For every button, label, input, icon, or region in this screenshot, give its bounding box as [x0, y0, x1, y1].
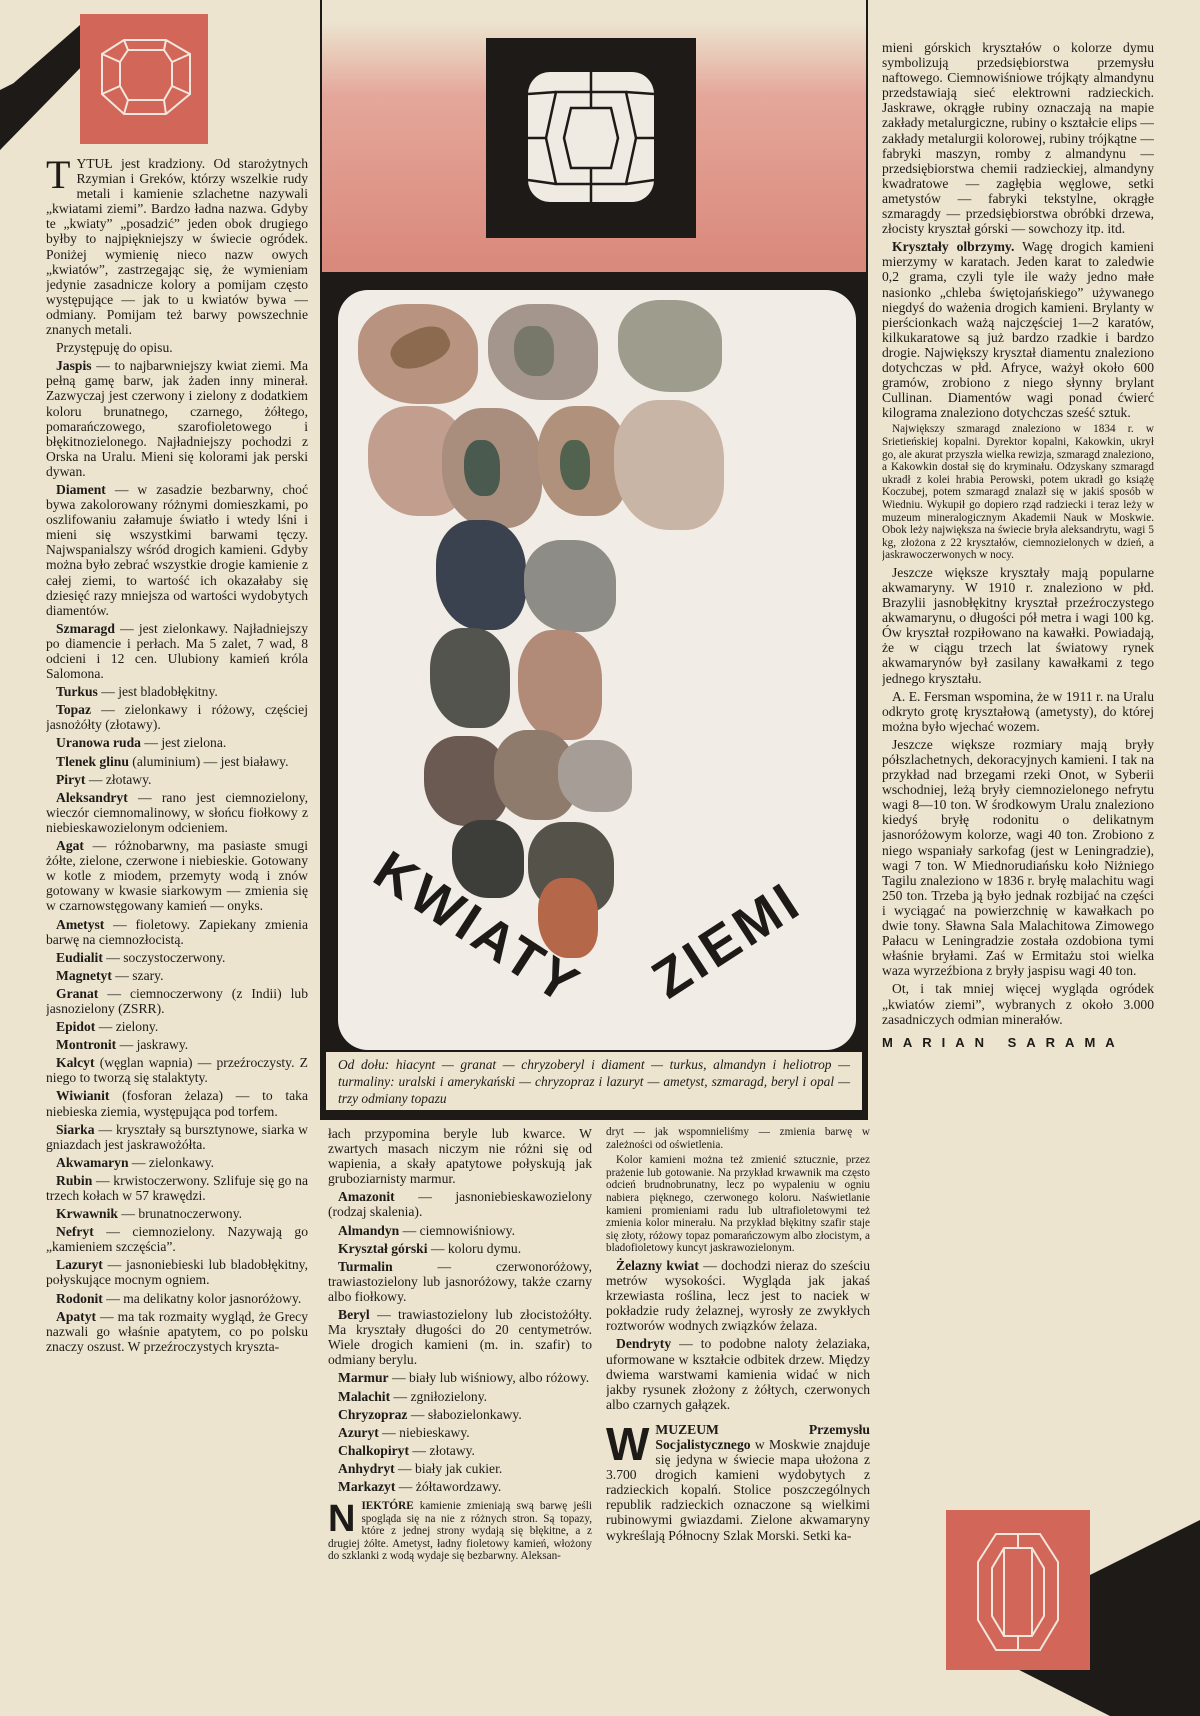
museum-lead: MUZEUM Przemysłu Socjalistycznego — [655, 1421, 870, 1452]
mineral-name: Wiwianit — [56, 1088, 110, 1104]
mineral-name: Granat — [56, 985, 99, 1001]
col1-entry — [46, 1037, 308, 1052]
col2-entry — [328, 1189, 592, 1219]
entry-text: — różnobarwny, ma pasiaste smugi żółte, zielone, czerwone i niebieskie. Gotowany w kotle z miodem, przemyty wodą i znów gotowany w kwasie siarkowym — zmienia się w czarnowstęgowany kamień — onyks. — [46, 838, 308, 914]
entry-text: Przystępuję do opisu. — [56, 340, 173, 356]
mineral-name: Almandyn — [338, 1222, 400, 1238]
col1-entry — [46, 772, 308, 787]
col4-entry — [882, 689, 1154, 734]
col4-entry — [882, 239, 1154, 420]
mineral-name: Jaspis — [56, 358, 92, 374]
entry-text: Kolor kamieni można też zmienić sztucznie, przez prażenie lub gotowanie. Na przykład krwawnik ma często odcień brudnobrunatny, lecz po wypaleniu w ogniu nabiera pięknego, czerwonego koloru. Naświetlanie kamieni promieniami radu lub ultrafioletowymi też zmienia kolor minerału. Na przykład błękitny szafir staje się złoty, różowy topaz pomarańczowym albo złocistym, a bladofioletowy kuncyt jaskrawozielonym. — [606, 1154, 870, 1255]
entry-text: Największy szmaragd znaleziono w 1834 r. w Srietieńskiej kopalni. Dyrektor kopalni, Kakowkin, ukrył go, ale akurat przyszła wielka rewizja, szmaragd znaleziono, a Kakowkin dostał się do kryminału. Odzyskany szmaragd ukradł z kolei hrabia Perowski, potem ukradł go książę Koczubej, potem szmaragd znalazł się w jakiś sposób w Wiedniu. Wykupił go dopiero rząd radziecki i teraz leży w muzeum mineralogicznym Akademii Nauk w Moskwie. Obok leży największa na świecie bryła aleksandrytu, wagi 5 kg, złożona z 22 kryształów, ciemnozielonych w dzień, a jaskrawoczerwonych w nocy. — [882, 423, 1154, 562]
col3-entry — [606, 1126, 870, 1151]
entry-text: — jasnoniebieskawozielony (rodzaj skalenia). — [328, 1189, 592, 1220]
mineral-name: Lazuryt — [56, 1257, 103, 1273]
mineral-name: Kalcyt — [56, 1055, 95, 1071]
entry-text: (fosforan żelaza) — to taka niebieska ziemia, występująca pod torfem. — [46, 1088, 308, 1119]
entry-text: — dochodzi nieraz do sześciu metrów wysokości. Wygląda jak jakaś krzewiasta roślina, lecz jest to naciek w pokładzie rudy żelaznej, wyrosły ze zwykłych roztworów wodnych związków żelaza. — [606, 1257, 870, 1334]
entry-text: — zgniłozielony. — [390, 1388, 488, 1404]
mineral-name: Rodonit — [56, 1290, 103, 1306]
entry-text: Jeszcze większe kryształy mają popularne akwamaryny. W 1910 r. znaleziono w płd. Brazylii jasnobłękitny kryształ przeźroczystego akwamarynu, o długości pół metra i wagi 100 kg. Ów kryształ rozpiłowano na kawałki. Powiadają, że w ciągu trzech lat światowy rynek akwamarynów był zasilany kawałkami z tego jednego kryształu. — [882, 564, 1154, 686]
entry-text: — jest zielonkawy. Najładniejszy po diamencie i perłach. Ma 5 zalet, 7 wad, 8 odcieni i 12 cen. Ulubiony kamień króla Salomona. — [46, 620, 308, 682]
col2-note — [328, 1500, 592, 1563]
mineral-name: Kryształ górski — [338, 1240, 428, 1256]
entry-text: (aluminium) — jest białawy. — [128, 753, 289, 769]
mineral-name: Turkus — [56, 684, 98, 700]
col2-entry — [328, 1126, 592, 1186]
entry-text: — soczystoczerwony. — [102, 949, 226, 965]
col1-entry — [46, 790, 308, 835]
entry-text: — ciemnoczerwony (z Indii) lub jasnozielony (ZSRR). — [46, 985, 308, 1016]
col1-entry — [46, 340, 308, 355]
intro-dropcap: T — [46, 156, 71, 197]
title-right: ZIEMI — [641, 870, 813, 1011]
entry-text: — ma delikatny kolor jasnoróżowy. — [102, 1290, 302, 1306]
col1-entries — [46, 340, 308, 1354]
intro-text: YTUŁ jest kradziony. Od starożytnych Rzymian i Greków, którzy wszelkie rudy metali i kamienie szlachetne nazywali „kwiatami ziemi”. Bardzo ładna nazwa. Gdyby te „kwiaty” „posadzić” jeden obok drugiego byłby to najpiękniejszy w świecie ogródek. Poniżej wymienię nieco nazw owych „kwiatów”, zastrzegając się, że wymieniam jedynie zasadnicze kolory a pomijam często występujące — jak to u kwiatów bywa — odmiany. Pomijam też barwy powszechnie znanych metali. — [46, 156, 308, 338]
entry-text: — czerwonoróżowy, trawiastozielony lub jasnoróżowy, także czarny albo fiołkowy. — [328, 1258, 592, 1304]
entry-text: — jasnoniebieski lub bladobłękitny, połyskujące mocnym ogniem. — [46, 1257, 308, 1288]
col4-entries — [882, 40, 1154, 1027]
col1-entry — [46, 1155, 308, 1170]
entry-text: — zielony. — [95, 1019, 159, 1035]
entry-text: A. E. Fersman wspomina, że w 1911 r. na Uralu odkryto grotę kryształową (ametysty), do której można było wjechać wozem. — [882, 688, 1154, 734]
column-3 — [606, 1126, 870, 1714]
entry-text: — niebieskawy. — [378, 1424, 470, 1440]
entry-text: — biały lub wiśniowy, albo różowy. — [388, 1370, 590, 1386]
entry-text: — ciemnowiśniowy. — [399, 1222, 515, 1238]
title-lettering — [338, 820, 856, 1020]
col2-entries — [328, 1126, 592, 1494]
mineral-name: Rubin — [56, 1172, 93, 1188]
entry-text: — jaskrawy. — [116, 1037, 189, 1053]
entry-text: — to najbarwniejszy kwiat ziemi. Ma pełną gamę barw, jak żaden inny minerał. Zazwyczaj jest czerwony i zielony z dodatkiem koloru brunatnego, czarnego, żółtego, pomarańczowego, szarofioletowego i błękitnozielonego. Najładniejszy pochodzi z Orska na Uralu. Mieni się kolorami jak perski dywan. — [46, 358, 308, 479]
col4-entry — [882, 40, 1154, 236]
col2-entry — [328, 1479, 592, 1494]
col2-entry — [328, 1407, 592, 1422]
mineral-name: Eudialit — [56, 949, 103, 965]
entry-text: dryt — jak wspomnieliśmy — zmienia barwę w zależności od oświetlenia. — [606, 1126, 870, 1151]
cut-gem-icon — [486, 38, 696, 238]
mineral-name: Chalkopiryt — [338, 1442, 410, 1458]
mineral-name: Magnetyt — [56, 967, 112, 983]
col2-entry — [328, 1443, 592, 1458]
gem-hexagon-icon — [80, 14, 208, 144]
entry-text: — brunatnoczerwony. — [117, 1206, 242, 1222]
col1-entry — [46, 1206, 308, 1221]
mineral-name: Żelazny kwiat — [616, 1257, 699, 1273]
col1-entry — [46, 735, 308, 750]
column-4 — [882, 40, 1154, 1480]
entry-text: — jest bladobłękitny. — [97, 684, 218, 700]
col1-entry — [46, 950, 308, 965]
entry-text: — kryształy są bursztynowe, siarka w gniazdach jest jaskrawożółta. — [46, 1121, 308, 1152]
col1-entry — [46, 482, 308, 618]
mineral-name: Diament — [56, 481, 106, 497]
entry-text: — rano jest ciemnozielony, wieczór ciemnomalinowy, w słońcu fiołkowy z niebieskawozielonym odcieniem. — [46, 789, 308, 835]
col4-entry — [882, 737, 1154, 979]
col1-entry — [46, 358, 308, 479]
photo-caption — [324, 1050, 864, 1112]
col1-entry — [46, 1309, 308, 1354]
col1-entry — [46, 838, 308, 913]
mineral-name: Topaz — [56, 702, 92, 718]
col4-entry — [882, 565, 1154, 686]
mineral-name: Dendryty — [616, 1336, 672, 1352]
col2-entry — [328, 1389, 592, 1404]
col3-entry — [606, 1336, 870, 1411]
mineral-name: Nefryt — [56, 1224, 94, 1240]
mineral-name: Beryl — [338, 1307, 370, 1323]
col3-entries — [606, 1126, 870, 1412]
mineral-name: Szmaragd — [56, 620, 115, 636]
mineral-name: Apatyt — [56, 1308, 97, 1324]
mineral-name: Akwamaryn — [56, 1154, 129, 1170]
mineral-name: Piryt — [56, 771, 86, 787]
entry-text: Jeszcze większe rozmiary mają bryły półszlachetnych, dekoracyjnych kamieni. I tak na przykład nad brzegami rzeki Onot, w Syberii wschodniej, leżą bryły ciemnozielonego nefrytu wagi 8—10 ton. W środkowym Uralu znaleziono kiedyś bryłę rodonitu o delikatnym jasnoróżowym kolorze, wagi 40 ton. Zrobiono z niego wspaniały sarkofag (jest w Leningradzie), wagi 7 ton. W Miednorudiańsku koło Niżniego Tagilu znaleziono w 1836 r. bryłę malachitu wagi 250 ton. Trzeba ją było jednak rozbijać na części i wyciągać na powierzchnię w kawałkach po dwie tony. Sławna Sala Malachitowa Zimowego Pałacu w Leningradzie została ozdobiona tymi właśnie bryłami. Zaś w Ermitażu stoi wielka waza wyrzeźbiona z bryły jaspisu wagi 40 ton. — [882, 736, 1154, 979]
note-lead: IEKTÓRE — [361, 1500, 414, 1513]
col3-entry — [606, 1258, 870, 1333]
col1-entry — [46, 1122, 308, 1152]
col1-entry — [46, 702, 308, 732]
mineral-name: Tlenek glinu — [56, 753, 129, 769]
gem-crystal-icon — [946, 1510, 1090, 1670]
mineral-name: Anhydryt — [338, 1460, 395, 1476]
col1-entry — [46, 1291, 308, 1306]
entry-text: — zielonkawy. — [128, 1154, 215, 1170]
col1-entry — [46, 917, 308, 947]
title-left: KWIATY — [363, 839, 592, 1017]
entry-text: — żółtawordzawy. — [395, 1478, 502, 1494]
mineral-name: Epidot — [56, 1019, 96, 1035]
entry-text: — krwistoczerwony. Szlifuje się go na trzech kołach w 57 krawędzi. — [46, 1172, 308, 1203]
entry-text: — ma tak rozmaity wygląd, że Grecy nazwali go właśnie apatytem, co po polsku znaczy oszust. W przeźroczystych kryszta- — [46, 1308, 308, 1354]
entry-text: — ciemnozielony. Nazywają go „kamieniem szczęścia”. — [46, 1224, 308, 1255]
col1-entry — [46, 968, 308, 983]
entry-text: — zielonkawy i różowy, częściej jasnożółty (złotawy). — [46, 702, 308, 733]
mineral-name: Uranowa ruda — [56, 735, 141, 751]
col1-entry — [46, 1224, 308, 1254]
museum-text: w Moskwie znajduje się jedyna w świecie mapa ułożona z 3.700 drogich kamieni wydobytych z radzieckich kopalń. Stolice poszczególnych republik radzieckich oznaczone są wielkimi rubinowymi gwiazdami. Zielone akwamaryny wykreślają Północny Szlak Morski. Setki ka- — [606, 1436, 870, 1543]
col2-entry — [328, 1259, 592, 1304]
col2-entry — [328, 1241, 592, 1256]
entry-text: — złotawy. — [85, 771, 152, 787]
col1-entry — [46, 1088, 308, 1118]
col1-entry — [46, 621, 308, 681]
mineral-name: Azuryt — [338, 1424, 379, 1440]
mineral-name: Turmalin — [338, 1258, 393, 1274]
col1-entry — [46, 1173, 308, 1203]
col1-entry — [46, 1257, 308, 1287]
col2-entry — [328, 1370, 592, 1385]
column-1 — [46, 156, 308, 1714]
col4-entry — [882, 981, 1154, 1026]
entry-text: Wagę drogich kamieni mierzymy w karatach. Jeden karat to zaledwie 0,2 grama, czyli tyle ile waży jedno małe nasionko „chleba świętojańskiego” używanego niegdyś do ważenia drogich kamieni. Brylanty w pierścionkach ważą najczęściej 1—2 karatów, kilkukaratowe są już bardzo rzadkie i bardzo drogie. Największy kryształ diamentu znaleziono dotychczas w płd. Afryce, ważył około 600 gramów, zrobiono z niego słynny brylant Cullinan. Diamentów wagi ponad ćwierć kilograma znaleziono dotychczas sześć sztuk. — [882, 239, 1154, 421]
col2-entry — [328, 1223, 592, 1238]
entry-text: — jest zielona. — [140, 735, 227, 751]
museum-paragraph — [606, 1417, 870, 1543]
entry-text: — koloru dymu. — [427, 1240, 522, 1256]
entry-text: — szary. — [111, 967, 164, 983]
entry-text: mieni górskich kryształów o kolorze dymu symbolizują przedsiębiorstwa przemysłu naftowego. Ciemnowiśniowe trójkąty almandynu przedstawiają sieć elektrowni radzieckich. Jaskrawe, okrągłe rubiny oznaczają na mapie zakłady metalurgiczne, rubiny o kształcie elips — zakłady metalurgii kolorowej, rubiny trójkątne — fabryki maszyn, romby z almandynu — przedsiębiorstwa chemii radzieckiej, almandyny kwadratowe — zagłębia węglowe, setki ametystów — fabryki tekstylne, okrągłe szmaragdy — przedsiębiorstwa obróbki drzewa, złocisty kryształ górski — sowchozy itp. itd. — [882, 40, 1154, 237]
entry-text: Ot, i tak mniej więcej wygląda ogródek „kwiatów ziemi”, wybranych z około 3.000 zasadniczych odmian minerałów. — [882, 981, 1154, 1027]
col3-entry — [606, 1154, 870, 1255]
author-signature: MARIAN SARAMA — [882, 1034, 1125, 1050]
caption-text: Od dołu: hiacynt — granat — chryzoberyl i diament — turkus, almandyn i heliotrop — turmaliny: uralski i amerykański — chryzopraz i lazuryt — ametyst, szmaragd, beryl i opal — trzy odmiany topazu — [338, 1057, 850, 1106]
column-2 — [328, 1126, 592, 1714]
entry-text: — fioletowy. Zapiekany zmienia barwę na ciemnozłocistą. — [46, 916, 308, 947]
entry-text: łach przypomina beryle lub kwarce. W zwartych masach niczym nie różni się od wapienia, a skały apatytowe połyskują jak gruboziarnisty marmur. — [328, 1126, 592, 1187]
intro-paragraph — [46, 156, 308, 337]
entry-text: (węglan wapnia) — przeźroczysty. Z niego to tworzą się stalaktyty. — [46, 1055, 308, 1086]
col2-entry — [328, 1425, 592, 1440]
mineral-name: Malachit — [338, 1388, 391, 1404]
entry-text: — złotawy. — [409, 1442, 475, 1458]
mineral-name: Markazyt — [338, 1478, 396, 1494]
mineral-name: Kryształy olbrzymy. — [892, 239, 1015, 255]
mineral-name: Amazonit — [338, 1189, 395, 1205]
note-dropcap: N — [328, 1498, 356, 1541]
col1-entry — [46, 986, 308, 1016]
entry-text: — biały jak cukier. — [394, 1460, 503, 1476]
col2-entry — [328, 1307, 592, 1367]
col2-entry — [328, 1461, 592, 1476]
mineral-name: Ametyst — [56, 916, 105, 932]
mineral-name: Montronit — [56, 1037, 117, 1053]
entry-text: — to podobne naloty żelaziaka, uformowane w kształcie odbitek drzew. Między dwiema warstwami kamienia widać w nich jakby rysunek złożony z żółtych, czerwonych albo czarnych gałązek. — [606, 1336, 870, 1412]
col1-entry — [46, 754, 308, 769]
mineral-name: Krwawnik — [56, 1206, 118, 1222]
note-text: kamienie zmieniają swą barwę jeśli spogląda się na nie z różnych stron. Są topazy, które z jednej strony wydają się błękitne, a z drugiej żółte. Ametyst, ładny fioletowy kamień, włożony do szklanki z wodą wydaje się bezbarwny. Aleksan- — [328, 1500, 592, 1563]
col1-entry — [46, 684, 308, 699]
col4-entry — [882, 423, 1154, 562]
mineral-name: Siarka — [56, 1121, 95, 1137]
museum-dropcap: W — [606, 1417, 650, 1470]
mineral-name: Chryzopraz — [338, 1406, 408, 1422]
col1-entry — [46, 1055, 308, 1085]
mineral-name: Agat — [56, 838, 84, 854]
entry-text: — słabozielonkawy. — [407, 1406, 522, 1422]
mineral-name: Aleksandryt — [56, 789, 128, 805]
col1-entry — [46, 1019, 308, 1034]
mineral-name: Marmur — [338, 1370, 389, 1386]
entry-text: — trawiastozielony lub złocistożółty. Ma kryształy długości do 20 centymetrów. Wiele drogich kamieni (m. in. szafir) to odmiany berylu. — [328, 1307, 592, 1368]
entry-text: — w zasadzie bezbarwny, choć bywa zakolorowany różnymi domieszkami, po oszlifowaniu załamuje światło i wtedy lśni i mieni się wszystkimi barwami tęczy. Najwspanialszy wśród drogich kamieni. Gdyby można było zebrać wszystkie drogie kamienie z całej ziemi, to wartość ich okazałaby się dziesięć razy mniejsza od wartości wydobytych diamentów. — [46, 481, 308, 618]
